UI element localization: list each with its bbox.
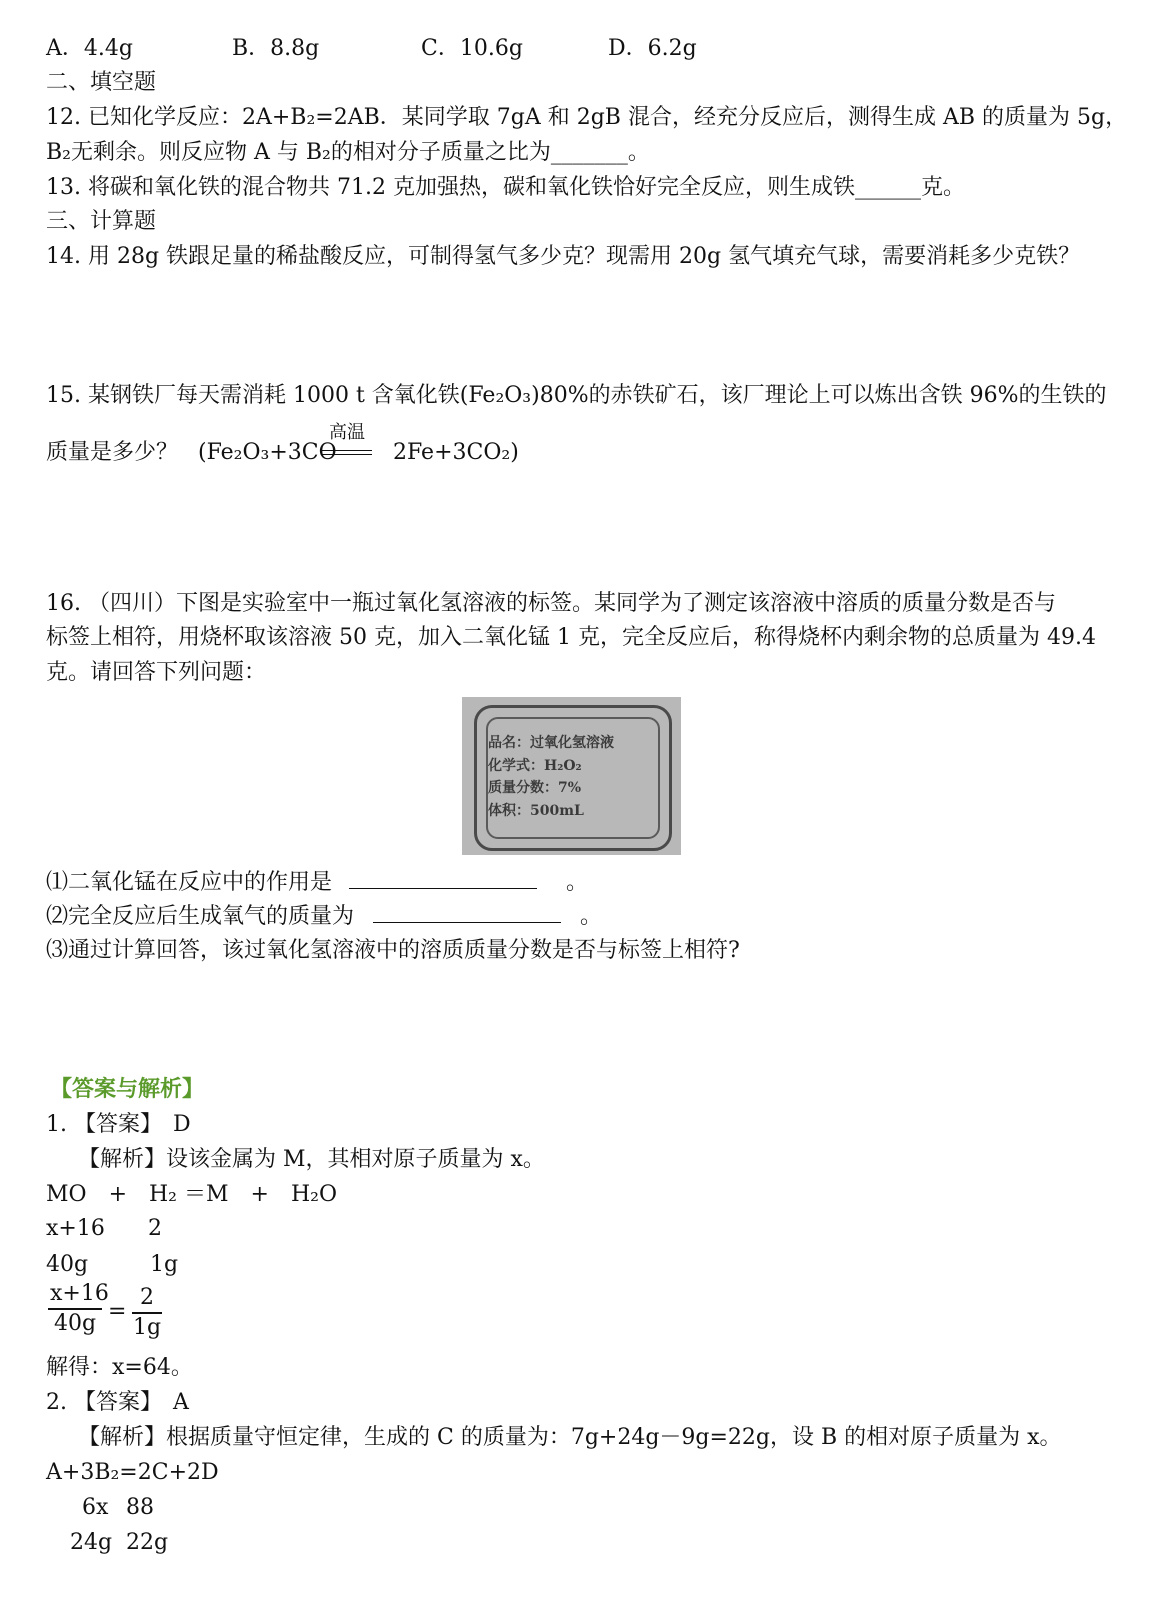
question-15-line-2 [46, 438, 178, 468]
label-product-name: 品名：过氧化氢溶液 [488, 735, 614, 751]
answers-heading: 【答案与解析】 [50, 1076, 205, 1102]
reaction-condition [322, 422, 372, 455]
answer-2-row1-a: 6x [82, 1495, 109, 1520]
answer-2-row2-b: 22g [126, 1530, 169, 1555]
question-14: 14. 用 28g 铁跟足量的稀盐酸反应，可制得氢气多少克？现需用 20g 氢气填充气球，需要消耗多少克铁？ [46, 244, 1081, 269]
label-mass-fraction: 质量分数：7% [488, 780, 582, 796]
question-15-line-1: 15. 某钢铁厂每天需消耗 1000 t 含氧化铁(Fe₂O₃)80%的赤铁矿石，该厂理论上可以炼出含铁 96%的生铁的 [46, 383, 1107, 408]
answer-1-equation: MO + H₂ ＝M + H₂O [46, 1182, 337, 1207]
question-12-line-2: B₂无剩余。则反应物 A 与 B₂的相对分子质量之比为_______。 [46, 140, 650, 165]
fraction-equals: = [108, 1299, 127, 1324]
answer-blank-1[interactable] [349, 868, 537, 889]
fraction-right-denominator: 1g [132, 1315, 162, 1340]
answer-1-solution: 解得：x=64。 [46, 1355, 193, 1380]
equals-sign-top [322, 450, 372, 451]
question-12-line-1: 12. 已知化学反应：2A+B₂=2AB．某同学取 7gA 和 2gB 混合，经充分反应后，测得生成 AB 的质量为 5g， [46, 105, 1128, 130]
fraction-right-numerator: 2 [132, 1284, 162, 1314]
option-b: B．8.8g [232, 36, 320, 61]
label-formula: 化学式：H₂O₂ [488, 758, 582, 774]
equals-sign-bottom [322, 454, 372, 455]
option-d: D．6.2g [608, 36, 697, 61]
sub-2-text: ⑵完全反应后生成氧气的质量为 [46, 904, 355, 929]
answer-2-row2-a: 24g [70, 1530, 113, 1555]
fraction-left [48, 1280, 109, 1338]
sub-2-end: 。 [580, 904, 603, 929]
answer-1-row1-b: 2 [148, 1216, 162, 1241]
question-16-line-3: 克。请回答下列问题： [46, 660, 267, 685]
answer-2-analysis: 【解析】根据质量守恒定律，生成的 C 的质量为：7g+24g－9g=22g，设 B 的相对原子质量为 x。 [78, 1425, 1062, 1450]
answer-2-row1-b: 88 [126, 1495, 154, 1520]
condition-label: 高温 [329, 422, 365, 443]
answer-1-row1-a: x+16 [46, 1216, 105, 1241]
answer-2: 2. 【答案】 A [46, 1390, 189, 1415]
equation-right: 2Fe+3CO₂) [393, 440, 519, 465]
option-c: C．10.6g [421, 36, 523, 61]
question-16-line-1: 16. （四川）下图是实验室中一瓶过氧化氢溶液的标签。某同学为了测定该溶液中溶质的质量分数是否与 [46, 591, 1056, 616]
answer-1-row2-a: 40g [46, 1252, 89, 1277]
option-a: A．4.4g [46, 36, 133, 61]
question-16-line-2: 标签上相符，用烧杯取该溶液 50 克，加入二氧化锰 1 克，完全反应后，称得烧杯内剩余物的总质量为 49.4 [46, 625, 1096, 650]
question-15-prefix: 质量是多少？ [46, 440, 179, 465]
fraction-right [132, 1284, 162, 1342]
answer-1-analysis: 【解析】设该金属为 M，其相对原子质量为 x。 [78, 1147, 545, 1172]
answer-blank-2[interactable] [373, 902, 561, 923]
fraction-left-numerator: x+16 [48, 1280, 102, 1310]
question-16-sub-1 [46, 868, 588, 898]
sub-1-end: 。 [566, 870, 589, 895]
sub-1-text: ⑴二氧化锰在反应中的作用是 [46, 870, 333, 895]
label-volume: 体积：500mL [488, 803, 584, 819]
answer-1: 1. 【答案】 D [46, 1112, 191, 1137]
question-13: 13. 将碳和氧化铁的混合物共 71.2 克加强热，碳和氧化铁恰好完全反应，则生成铁______克。 [46, 175, 965, 200]
reagent-label-image [462, 697, 681, 855]
question-16-sub-3: ⑶通过计算回答，该过氧化氢溶液中的溶质质量分数是否与标签上相符? [46, 938, 740, 963]
answer-2-equation: A+3B₂=2C+2D [46, 1460, 219, 1485]
answer-1-row2-b: 1g [150, 1252, 179, 1277]
question-16-sub-2 [46, 902, 602, 932]
fraction-left-denominator: 40g [53, 1311, 97, 1336]
section-heading-fill-in: 二、填空题 [46, 70, 157, 95]
equation-left: (Fe₂O₃+3CO [198, 440, 337, 465]
section-heading-calculation: 三、计算题 [46, 209, 157, 234]
